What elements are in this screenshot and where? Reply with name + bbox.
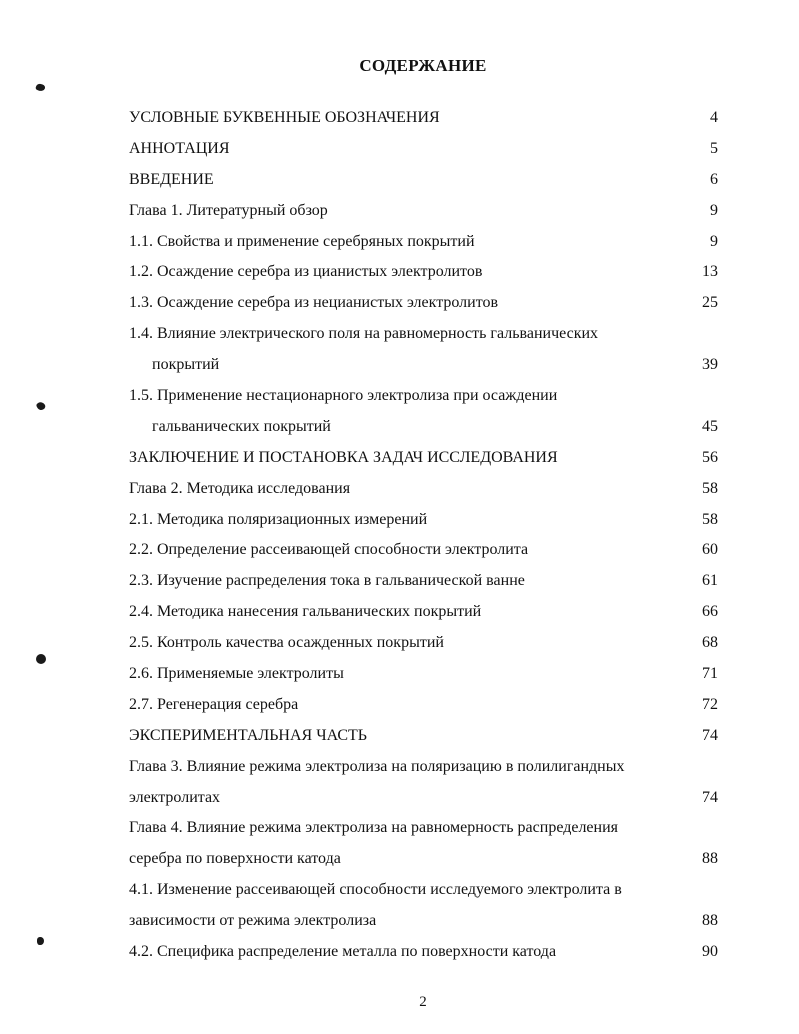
toc-page-number: 72: [702, 695, 718, 713]
toc-page-number: 58: [702, 510, 718, 528]
toc-line: [0, 875, 799, 906]
toc-page-number: 61: [702, 572, 718, 590]
toc-line-text: 1.1. Свойства и применение серебряных покрытий: [129, 232, 475, 250]
toc-page-number: 4: [710, 109, 718, 126]
toc-line-text: Глава 1. Литературный обзор: [129, 201, 328, 219]
toc-line: [0, 659, 799, 690]
toc-line-text: ЗАКЛЮЧЕНИЕ И ПОСТАНОВКА ЗАДАЧ ИССЛЕДОВАНИЯ: [129, 448, 558, 466]
toc-line-text: гальванических покрытий: [152, 417, 331, 435]
toc-line: [0, 103, 799, 134]
toc-line: [0, 165, 799, 196]
toc-line: [0, 783, 799, 814]
toc-page-number: 6: [710, 170, 718, 188]
toc-line-text: 2.5. Контроль качества осажденных покрытий: [129, 634, 444, 652]
toc-page-number: 88: [702, 912, 718, 930]
scan-speck: [37, 937, 44, 945]
toc-line-text: ВВЕДЕНИЕ: [129, 170, 214, 188]
toc-line: [0, 597, 799, 628]
toc-page-number: 56: [702, 448, 718, 466]
toc-line-text: ЭКСПЕРИМЕНТАЛЬНАЯ ЧАСТЬ: [129, 726, 367, 744]
toc-line-text: 2.3. Изучение распределения тока в гальванической ванне: [129, 572, 525, 590]
toc-line-text: 1.3. Осаждение серебра из нецианистых электролитов: [129, 294, 499, 312]
toc-line-text: 1.5. Применение нестационарного электролиза при осаждении: [129, 387, 558, 405]
toc-line: [0, 505, 799, 536]
toc-line: [0, 566, 799, 597]
toc-line-text: АННОТАЦИЯ: [129, 139, 230, 157]
toc-line-text: электролитах: [129, 788, 221, 806]
page-number: 2: [419, 994, 427, 1010]
toc-line: [0, 319, 799, 350]
toc-line: [0, 257, 799, 288]
toc-line: [0, 288, 799, 319]
toc-line-text: 2.4. Методика нанесения гальванических покрытий: [129, 603, 482, 621]
toc-line: [0, 752, 799, 783]
toc-line: [0, 844, 799, 875]
toc-page-number: 9: [710, 201, 718, 219]
toc-line-text: зависимости от режима электролиза: [129, 912, 377, 930]
toc-line: [0, 227, 799, 258]
toc-line-text: Глава 2. Методика исследования: [129, 479, 351, 497]
toc-page-number: 60: [702, 541, 718, 559]
toc-line: [0, 721, 799, 752]
toc-line-text: Глава 4. Влияние режима электролиза на равномерность распределения: [129, 819, 619, 837]
toc-line: [0, 906, 799, 937]
toc-line-text: 2.6. Применяемые электролиты: [129, 665, 344, 683]
toc-page-number: 5: [710, 139, 718, 157]
toc-line-text: серебра по поверхности катода: [129, 850, 341, 868]
scan-speck: [35, 83, 46, 93]
toc-page-number: 68: [702, 634, 718, 652]
toc-line: [0, 628, 799, 659]
toc-line: [0, 937, 799, 968]
toc-line-text: 2.2. Определение рассеивающей способности электролита: [129, 541, 529, 559]
toc-page-number: 9: [710, 232, 718, 250]
toc-page-number: 25: [702, 294, 718, 312]
toc-page-number: 66: [702, 603, 718, 621]
table-of-contents: [0, 103, 799, 968]
page-title: СОДЕРЖАНИЕ: [359, 56, 487, 75]
toc-page-number: 71: [702, 665, 718, 683]
toc-line: [0, 535, 799, 566]
toc-line: [0, 690, 799, 721]
toc-line-text: 1.2. Осаждение серебра из цианистых электролитов: [129, 263, 483, 281]
toc-page-number: 58: [702, 479, 718, 497]
toc-line: [0, 196, 799, 227]
toc-page-number: 13: [702, 263, 718, 281]
toc-page-number: 39: [702, 356, 718, 374]
toc-line-text: 1.4. Влияние электрического поля на равномерность гальванических: [129, 325, 599, 343]
toc-page-number: 74: [702, 726, 718, 744]
toc-line-text: 4.1. Изменение рассеивающей способности исследуемого электролита в: [129, 881, 622, 899]
toc-line-text: покрытий: [152, 356, 220, 374]
toc-line: [0, 412, 799, 443]
scan-speck: [36, 654, 46, 664]
toc-line: [0, 474, 799, 505]
toc-line: [0, 443, 799, 474]
toc-page-number: 45: [702, 417, 718, 435]
toc-page-number: 90: [702, 943, 718, 961]
toc-page-number: 74: [702, 788, 718, 806]
toc-line: [0, 134, 799, 165]
toc-line-text: 2.1. Методика поляризационных измерений: [129, 510, 428, 528]
toc-line-text: 2.7. Регенерация серебра: [129, 695, 299, 713]
toc-line: [0, 381, 799, 412]
toc-line-text: Глава 3. Влияние режима электролиза на поляризацию в полилигандных: [129, 757, 625, 775]
toc-line-text: 4.2. Специфика распределение металла по поверхности катода: [129, 943, 557, 961]
toc-line: [0, 350, 799, 381]
toc-line: [0, 813, 799, 844]
toc-line-text: УСЛОВНЫЕ БУКВЕННЫЕ ОБОЗНАЧЕНИЯ: [129, 109, 440, 126]
toc-page-number: 88: [702, 850, 718, 868]
